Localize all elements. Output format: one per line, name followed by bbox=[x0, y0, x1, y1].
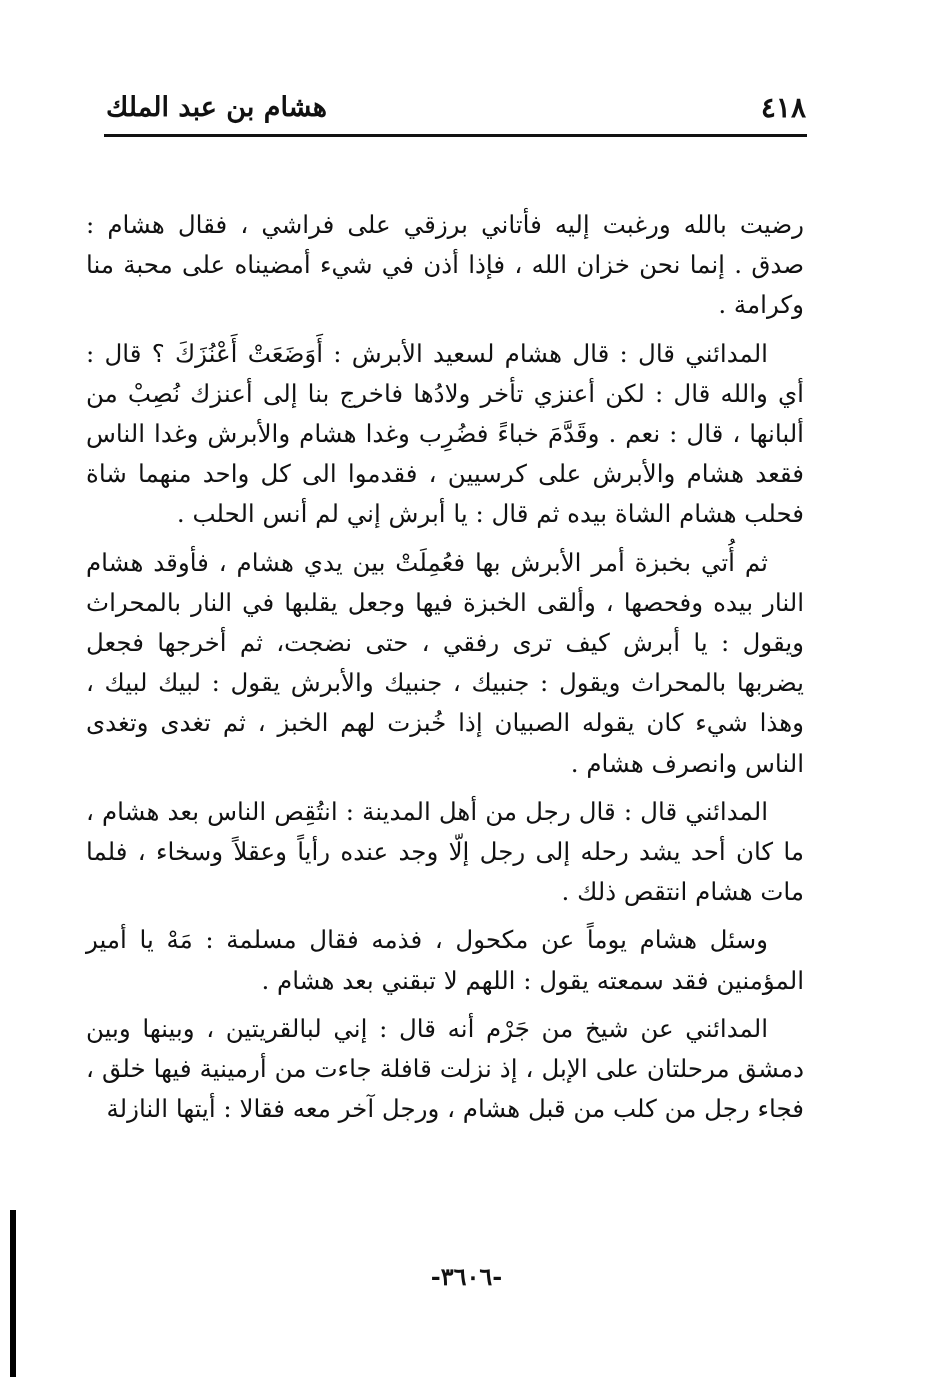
paragraph-2: المدائني قال : قال هشام لسعيد الأبرش : أَوَضَعَتْ أَعْنُزَكَ ؟ قال : أي والله قال : لكن أعنزي تأخر ولادُها فاخرج بنا إلى أعنزك نُصِبْ من ألبانها ، قال : نعم . وقَدَّمَ خباءً فضُرِب وغدا هشام والأبرش وغدا الناس فقعد هشام والأبرش على كرسيين ، فقدموا الى كل واحد منهما شاة فحلب هشام الشاة بيده ثم قال : يا أبرش إني لم أنس الحلب . bbox=[86, 338, 804, 529]
running-title: هشام بن عبد الملك bbox=[106, 92, 327, 123]
binding-edge bbox=[10, 1210, 16, 1377]
paragraph-1: رضيت بالله ورغبت إليه فأتاني برزقي على فراشي ، فقال هشام : صدق . إنما نحن خزان الله ، فإذا أذن في شيء أمضيناه على محبة منا وكرامة . bbox=[86, 210, 804, 320]
page-number: ٤١٨ bbox=[760, 91, 806, 124]
paragraph-6: المدائني عن شيخ من جَرْم أنه قال : إني لبالقريتين ، وبينها وبين دمشق مرحلتان على الإبل ، إذ نزلت قافلة جاءت من أرمينية فيها خلق ، فجاء رجل من كلب من قبل هشام ، ورجل آخر معه فقالا : أيتها النازلة bbox=[86, 1013, 804, 1124]
header-rule bbox=[104, 134, 807, 137]
paragraph-5: وسئل هشام يوماً عن مكحول ، فذمه فقال مسلمة : مَهْ يا أمير المؤمنين فقد سمعته يقول : اللهم لا تبقني بعد هشام . bbox=[86, 925, 804, 995]
paragraph-3: ثم أُتي بخبزة أمر الأبرش بها فعُمِلَتْ بين يدي هشام ، فأوقد هشام النار بيده وفحصها ، وألقى الخبزة فيها وجعل يقلبها في النار بالمحراث ويقول : يا أبرش كيف ترى رفقي ، حتى نضجت، ثم أخرجها فجعل يضربها بالمحراث ويقول : جنبيك ، جنبيك والأبرش يقول : لبيك لبيك ، وهذا شيء كان يقوله الصبيان إذا خُبزت لهم الخبز ، ثم تغدى وتغدى الناس وانصرف هشام . bbox=[86, 547, 804, 778]
folio-number: -٣٦٠٦- bbox=[430, 1262, 503, 1291]
page-header bbox=[106, 88, 806, 128]
body-text bbox=[86, 205, 804, 1137]
paragraph-4: المدائني قال : قال رجل من أهل المدينة : انتُقِص الناس بعد هشام ، ما كان أحد يشد رحله إلى رجل إلّا وجد عنده رأياً وعقلاً وسخاء ، فلما مات هشام انتقص ذلك . bbox=[86, 796, 804, 907]
